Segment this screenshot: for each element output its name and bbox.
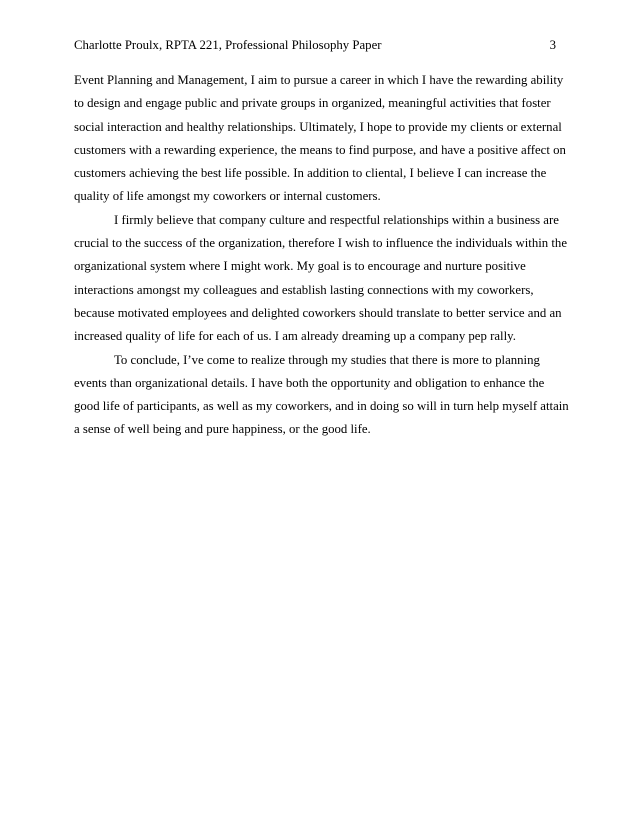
text-line: a sense of well being and pure happiness, or the good life.: [74, 422, 371, 437]
paragraph-3: [74, 349, 569, 442]
text-line: events than organizational details. I have both the opportunity and obligation to enhance the: [74, 375, 545, 390]
text-line: crucial to the success of the organization, therefore I wish to influence the individuals within the: [74, 236, 568, 251]
text-line: quality of life amongst my coworkers or internal customers.: [74, 189, 381, 204]
text-line: customers with a rewarding experience, the means to find purpose, and have a positive affect on: [74, 142, 566, 157]
text-line: organizational system where I might work. My goal is to encourage and nurture positive: [74, 259, 526, 274]
body-text: [74, 69, 569, 442]
text-line: good life of participants, as well as my coworkers, and in doing so will in turn help myself attain: [74, 399, 569, 414]
paragraph-2: [74, 209, 568, 349]
text-line: interactions amongst my colleagues and establish lasting connections with my coworkers,: [74, 282, 534, 297]
text-line: social interaction and healthy relationships. Ultimately, I hope to provide my clients or external: [74, 119, 562, 134]
running-head: [74, 35, 564, 55]
page-number: 3: [549, 38, 556, 52]
running-head-title: Charlotte Proulx, RPTA 221, Professional Philosophy Paper: [74, 38, 382, 52]
text-line: increased quality of life for each of us. I am already dreaming up a company pep rally.: [74, 329, 516, 344]
paragraph-1: [74, 69, 564, 209]
text-line: customers achieving the best life possible. In addition to cliental, I believe I can increase the: [74, 166, 547, 181]
text-line: To conclude, I’ve come to realize through my studies that there is more to planning: [114, 352, 540, 367]
text-line: because motivated employees and delighted coworkers should translate to better service and an: [74, 305, 562, 320]
text-line: I firmly believe that company culture and respectful relationships within a business are: [114, 212, 559, 227]
text-line: to design and engage public and private groups in organized, meaningful activities that foster: [74, 96, 551, 111]
text-line: Event Planning and Management, I aim to pursue a career in which I have the rewarding ability: [74, 73, 564, 87]
